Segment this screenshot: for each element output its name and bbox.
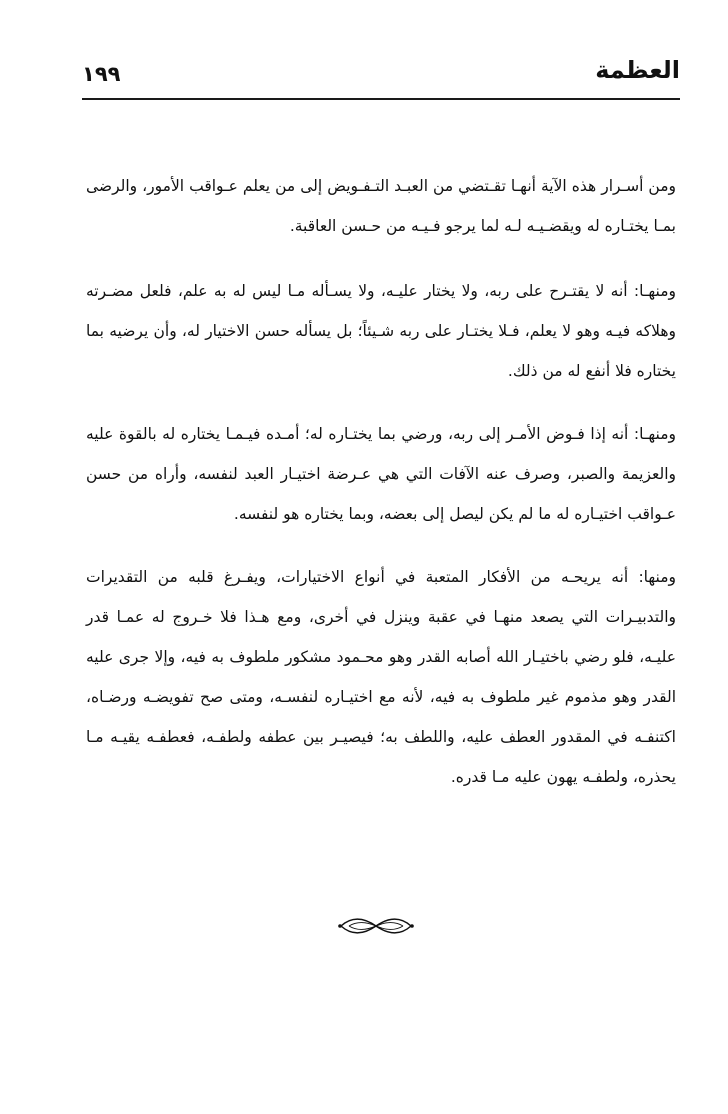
paragraph: ومن أسـرار هذه الآية أنهـا تقـتضي من العبـد التـفـويض إلى من يعلم عـواقب الأمور، والرضى بمـا يختـاره له ويقضـيـه لـه لما يرجو فـيـه من حـسن العاقبة. — [86, 177, 676, 235]
paragraph: ومنها: أنه يريحـه من الأفكار المتعبة في أنواع الاختيارات، ويفـرغ قلبه من التقديرات والتدبيـرات التي يصعد منهـا في عقبة وينزل في أخرى، ومع هـذا فلا خـروج له عمـا قدر عليـه، فلو رضي باختيـار الله أصابه القدر وهو محـمود مشكور ملطوف به فيه، وإلا جرى عليه القدر وهو مذموم غير ملطوف به فيه، لأنه مع اختيـاره لنفسـه، ومتى صح تفويضـه ورضـاه، اكتنفـه في المقدور العطف عليه، واللطف به؛ فيصيـر بين عطفه ولطفـه، فعطفـه يقيـه مـا يحذره، ولطفـه يهون عليه مـا قدره. — [86, 568, 676, 786]
floral-divider-icon — [337, 913, 415, 939]
header-rule — [82, 98, 680, 100]
page-number: ١٩٩ — [82, 62, 121, 86]
body-text — [86, 166, 676, 820]
running-head — [82, 56, 680, 98]
paragraph: ومنهـا: أنه لا يقتـرح على ربه، ولا يختار عليـه، ولا يسـأله مـا ليس له به علم، فلعل مضـرته وهلاكه فيـه وهو لا يعلم، فـلا يختـار على ربه شـيئاً؛ بل يسأله حسن الاختيار له، وأن يرضيه بما يختاره فلا أنفع له من ذلك. — [86, 282, 676, 380]
book-title: العظمة — [595, 56, 680, 84]
paragraph: ومنهـا: أنه إذا فـوض الأمـر إلى ربه، ورضي بما يختـاره له؛ أمـده فيـمـا يختاره له بالقوة عليه والعزيمة والصبر، وصرف عنه الآفات التي هي عـرضة اختيـار العبد لنفسه، وأراه من حسن عـواقب اختيـاره له ما لم يكن ليصل إلى بعضه، وبما يختاره هو لنفسه. — [86, 425, 676, 523]
